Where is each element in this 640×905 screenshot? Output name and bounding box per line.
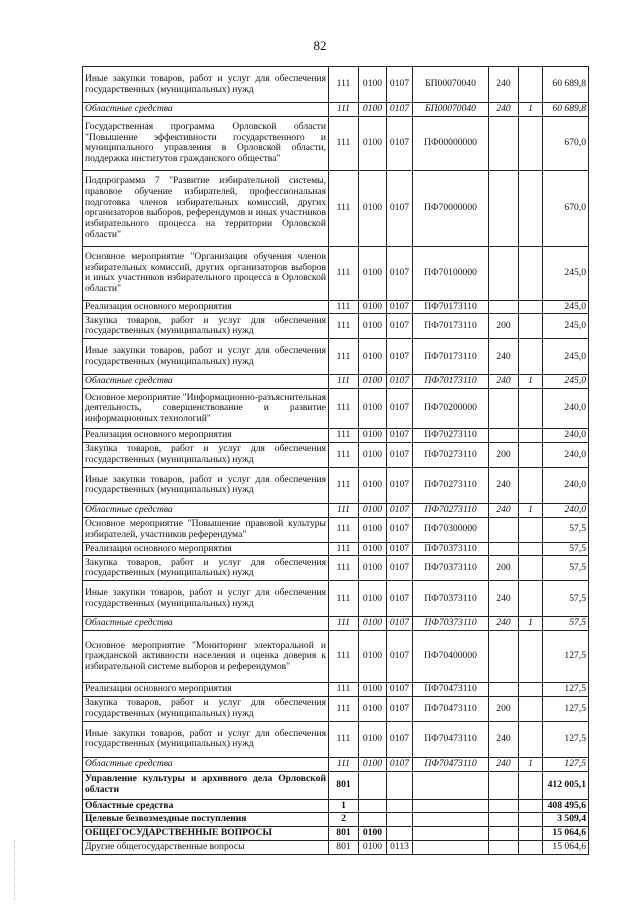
row-expense-type-cell: 240 xyxy=(489,757,519,771)
row-source-cell xyxy=(519,467,543,503)
row-code-cell: 111 xyxy=(329,696,359,721)
row-source-cell xyxy=(519,840,543,854)
table-row xyxy=(83,300,589,314)
row-section-cell: 0100 xyxy=(359,683,387,697)
row-name-cell: Областные средства xyxy=(83,103,329,117)
row-subsection-cell xyxy=(387,799,413,813)
row-expense-type-cell xyxy=(489,542,519,556)
row-subsection-cell: 0107 xyxy=(387,556,413,581)
row-section-cell: 0100 xyxy=(359,339,387,375)
row-section-cell: 0100 xyxy=(359,375,387,389)
row-expense-type-cell: 240 xyxy=(489,375,519,389)
row-section-cell: 0100 xyxy=(359,300,387,314)
row-target-article-cell: ПФ70273110 xyxy=(413,442,489,467)
row-source-cell: 1 xyxy=(519,617,543,631)
row-expense-type-cell: 240 xyxy=(489,503,519,517)
row-section-cell: 0100 xyxy=(359,314,387,339)
row-source-cell xyxy=(519,67,543,103)
row-subsection-cell: 0107 xyxy=(387,314,413,339)
row-target-article-cell: ПФ70400000 xyxy=(413,631,489,683)
row-amount-cell: 240,0 xyxy=(543,503,589,517)
table-row xyxy=(83,103,589,117)
row-name-cell: ОБЩЕГОСУДАРСТВЕННЫЕ ВОПРОСЫ xyxy=(83,827,329,841)
table-row xyxy=(83,442,589,467)
table-row xyxy=(83,67,589,103)
row-section-cell: 0100 xyxy=(359,246,387,300)
row-source-cell xyxy=(519,442,543,467)
row-expense-type-cell xyxy=(489,170,519,246)
row-amount-cell: 245,0 xyxy=(543,375,589,389)
row-source-cell xyxy=(519,170,543,246)
table-row xyxy=(83,246,589,300)
row-target-article-cell: ПФ70173110 xyxy=(413,300,489,314)
row-code-cell: 111 xyxy=(329,170,359,246)
row-expense-type-cell: 240 xyxy=(489,467,519,503)
row-code-cell: 801 xyxy=(329,827,359,841)
row-name-cell: Реализация основного мероприятия xyxy=(83,429,329,443)
row-source-cell xyxy=(519,721,543,757)
table-row xyxy=(83,503,589,517)
row-section-cell: 0100 xyxy=(359,617,387,631)
row-subsection-cell: 0113 xyxy=(387,840,413,854)
row-target-article-cell: ПФ70373110 xyxy=(413,581,489,617)
row-code-cell: 111 xyxy=(329,556,359,581)
row-name-cell: Иные закупки товаров, работ и услуг для обеспечения государственных (муниципальных) нужд xyxy=(83,339,329,375)
table-row xyxy=(83,771,589,799)
table-row xyxy=(83,375,589,389)
row-subsection-cell: 0107 xyxy=(387,683,413,697)
row-amount-cell: 57,5 xyxy=(543,617,589,631)
row-section-cell: 0100 xyxy=(359,581,387,617)
row-section-cell xyxy=(359,799,387,813)
row-code-cell: 801 xyxy=(329,840,359,854)
row-code-cell: 111 xyxy=(329,116,359,170)
row-expense-type-cell: 240 xyxy=(489,581,519,617)
row-name-cell: Иные закупки товаров, работ и услуг для обеспечения государственных (муниципальных) нужд xyxy=(83,467,329,503)
row-amount-cell: 127,5 xyxy=(543,757,589,771)
row-section-cell: 0100 xyxy=(359,503,387,517)
row-name-cell: Реализация основного мероприятия xyxy=(83,300,329,314)
table-row xyxy=(83,339,589,375)
row-target-article-cell: ПФ70473110 xyxy=(413,683,489,697)
row-expense-type-cell xyxy=(489,813,519,827)
row-section-cell: 0100 xyxy=(359,556,387,581)
row-section-cell xyxy=(359,813,387,827)
row-target-article-cell: ПФ70000000 xyxy=(413,170,489,246)
row-source-cell: 1 xyxy=(519,757,543,771)
row-source-cell: 1 xyxy=(519,103,543,117)
row-target-article-cell: ПФ70373110 xyxy=(413,556,489,581)
row-amount-cell: 240,0 xyxy=(543,429,589,443)
row-expense-type-cell: 200 xyxy=(489,556,519,581)
table-row xyxy=(83,429,589,443)
row-subsection-cell: 0107 xyxy=(387,503,413,517)
budget-table-body xyxy=(83,67,589,855)
row-code-cell: 111 xyxy=(329,314,359,339)
row-expense-type-cell xyxy=(489,300,519,314)
row-section-cell: 0100 xyxy=(359,840,387,854)
row-target-article-cell xyxy=(413,771,489,799)
row-target-article-cell: ПФ70200000 xyxy=(413,389,489,429)
row-target-article-cell: ПФ70273110 xyxy=(413,503,489,517)
row-section-cell: 0100 xyxy=(359,442,387,467)
table-row xyxy=(83,116,589,170)
row-code-cell: 111 xyxy=(329,581,359,617)
row-source-cell xyxy=(519,116,543,170)
row-name-cell: Другие общегосударственные вопросы xyxy=(83,840,329,854)
table-row xyxy=(83,840,589,854)
row-subsection-cell: 0107 xyxy=(387,375,413,389)
row-code-cell: 111 xyxy=(329,757,359,771)
row-name-cell: Основное мероприятие "Организация обучения членов избирательных комиссий, других организаторов выборов и иных участников избирательного процесса в Орловской области" xyxy=(83,246,329,300)
table-row xyxy=(83,542,589,556)
row-section-cell: 0100 xyxy=(359,542,387,556)
row-name-cell: Государственная программа Орловской области "Повышение эффективности государственного и муниципального управления в Орловской области, поддержка институтов гражданского общества" xyxy=(83,116,329,170)
row-source-cell xyxy=(519,683,543,697)
table-row xyxy=(83,696,589,721)
row-subsection-cell: 0107 xyxy=(387,696,413,721)
row-code-cell: 801 xyxy=(329,771,359,799)
row-subsection-cell: 0107 xyxy=(387,721,413,757)
table-row xyxy=(83,827,589,841)
row-name-cell: Закупка товаров, работ и услуг для обеспечения государственных (муниципальных) нужд xyxy=(83,556,329,581)
row-name-cell: Областные средства xyxy=(83,375,329,389)
row-name-cell: Основное мероприятие "Повышение правовой культуры избирателей, участников референдума" xyxy=(83,517,329,542)
row-name-cell: Закупка товаров, работ и услуг для обеспечения государственных (муниципальных) нужд xyxy=(83,314,329,339)
row-name-cell: Реализация основного мероприятия xyxy=(83,542,329,556)
row-target-article-cell: ПФ70273110 xyxy=(413,429,489,443)
row-section-cell: 0100 xyxy=(359,116,387,170)
row-expense-type-cell: 240 xyxy=(489,67,519,103)
row-target-article-cell xyxy=(413,827,489,841)
row-subsection-cell: 0107 xyxy=(387,300,413,314)
row-amount-cell: 127,5 xyxy=(543,721,589,757)
row-amount-cell: 60 689,8 xyxy=(543,67,589,103)
row-amount-cell: 57,5 xyxy=(543,517,589,542)
row-subsection-cell: 0107 xyxy=(387,631,413,683)
row-expense-type-cell xyxy=(489,827,519,841)
row-amount-cell: 412 005,1 xyxy=(543,771,589,799)
row-subsection-cell: 0107 xyxy=(387,389,413,429)
row-amount-cell: 240,0 xyxy=(543,467,589,503)
row-subsection-cell: 0107 xyxy=(387,116,413,170)
row-subsection-cell: 0107 xyxy=(387,617,413,631)
row-code-cell: 111 xyxy=(329,517,359,542)
table-row xyxy=(83,467,589,503)
row-amount-cell: 57,5 xyxy=(543,581,589,617)
row-source-cell: 1 xyxy=(519,375,543,389)
row-source-cell xyxy=(519,517,543,542)
row-section-cell: 0100 xyxy=(359,389,387,429)
row-name-cell: Областные средства xyxy=(83,503,329,517)
row-section-cell: 0100 xyxy=(359,721,387,757)
row-expense-type-cell xyxy=(489,683,519,697)
row-expense-type-cell xyxy=(489,116,519,170)
row-expense-type-cell: 240 xyxy=(489,721,519,757)
row-target-article-cell: ПФ70473110 xyxy=(413,721,489,757)
row-amount-cell: 245,0 xyxy=(543,300,589,314)
row-subsection-cell xyxy=(387,771,413,799)
row-code-cell: 111 xyxy=(329,300,359,314)
row-expense-type-cell xyxy=(489,246,519,300)
row-code-cell: 111 xyxy=(329,375,359,389)
page-number: 82 xyxy=(313,38,327,53)
row-target-article-cell: ПФ70173110 xyxy=(413,314,489,339)
row-target-article-cell: ПФ70273110 xyxy=(413,467,489,503)
row-name-cell: Подпрограмма 7 "Развитие избирательной системы, правовое обучение избирателей, профессиональная подготовка членов избирательных комиссий, других организаторов выборов, референдумов и иных участников избирательного процесса на территории Орловской области" xyxy=(83,170,329,246)
row-name-cell: Областные средства xyxy=(83,799,329,813)
row-expense-type-cell xyxy=(489,429,519,443)
row-source-cell xyxy=(519,556,543,581)
row-subsection-cell xyxy=(387,813,413,827)
row-amount-cell: 670,0 xyxy=(543,116,589,170)
row-target-article-cell: ПФ70373110 xyxy=(413,542,489,556)
table-row xyxy=(83,683,589,697)
row-subsection-cell: 0107 xyxy=(387,339,413,375)
row-amount-cell: 57,5 xyxy=(543,542,589,556)
row-subsection-cell: 0107 xyxy=(387,467,413,503)
row-target-article-cell: БП00070040 xyxy=(413,103,489,117)
row-source-cell xyxy=(519,429,543,443)
table-row xyxy=(83,556,589,581)
row-name-cell: Управление культуры и архивного дела Орловской области xyxy=(83,771,329,799)
row-name-cell: Иные закупки товаров, работ и услуг для обеспечения государственных (муниципальных) нужд xyxy=(83,67,329,103)
row-name-cell: Иные закупки товаров, работ и услуг для обеспечения государственных (муниципальных) нужд xyxy=(83,581,329,617)
row-name-cell: Областные средства xyxy=(83,617,329,631)
row-subsection-cell: 0107 xyxy=(387,517,413,542)
row-code-cell: 111 xyxy=(329,429,359,443)
table-row xyxy=(83,170,589,246)
row-section-cell: 0100 xyxy=(359,631,387,683)
scan-margin-marks xyxy=(14,840,19,900)
row-name-cell: Иные закупки товаров, работ и услуг для обеспечения государственных (муниципальных) нужд xyxy=(83,721,329,757)
row-source-cell xyxy=(519,771,543,799)
row-code-cell: 111 xyxy=(329,503,359,517)
table-row xyxy=(83,813,589,827)
table-row xyxy=(83,757,589,771)
row-section-cell: 0100 xyxy=(359,170,387,246)
row-name-cell: Закупка товаров, работ и услуг для обеспечения государственных (муниципальных) нужд xyxy=(83,442,329,467)
row-target-article-cell: ПФ70100000 xyxy=(413,246,489,300)
row-subsection-cell: 0107 xyxy=(387,429,413,443)
row-amount-cell: 245,0 xyxy=(543,314,589,339)
row-expense-type-cell: 200 xyxy=(489,442,519,467)
row-section-cell: 0100 xyxy=(359,67,387,103)
row-amount-cell: 60 689,8 xyxy=(543,103,589,117)
row-amount-cell: 15 064,6 xyxy=(543,840,589,854)
table-row xyxy=(83,721,589,757)
row-expense-type-cell: 240 xyxy=(489,339,519,375)
row-expense-type-cell xyxy=(489,389,519,429)
row-expense-type-cell xyxy=(489,631,519,683)
row-amount-cell: 245,0 xyxy=(543,339,589,375)
row-amount-cell: 127,5 xyxy=(543,683,589,697)
row-target-article-cell: ПФ00000000 xyxy=(413,116,489,170)
row-source-cell xyxy=(519,300,543,314)
row-subsection-cell: 0107 xyxy=(387,442,413,467)
row-source-cell xyxy=(519,696,543,721)
row-subsection-cell: 0107 xyxy=(387,67,413,103)
row-expense-type-cell: 240 xyxy=(489,617,519,631)
row-expense-type-cell xyxy=(489,840,519,854)
row-code-cell: 111 xyxy=(329,542,359,556)
row-expense-type-cell xyxy=(489,771,519,799)
row-expense-type-cell xyxy=(489,799,519,813)
row-name-cell: Реализация основного мероприятия xyxy=(83,683,329,697)
row-amount-cell: 240,0 xyxy=(543,389,589,429)
table-row xyxy=(83,799,589,813)
row-target-article-cell: ПФ70473110 xyxy=(413,696,489,721)
row-target-article-cell xyxy=(413,840,489,854)
row-code-cell: 111 xyxy=(329,103,359,117)
row-section-cell: 0100 xyxy=(359,827,387,841)
row-code-cell: 1 xyxy=(329,799,359,813)
row-amount-cell: 57,5 xyxy=(543,556,589,581)
row-source-cell: 1 xyxy=(519,503,543,517)
row-target-article-cell: ПФ70373110 xyxy=(413,617,489,631)
row-source-cell xyxy=(519,542,543,556)
row-amount-cell: 127,5 xyxy=(543,696,589,721)
row-subsection-cell: 0107 xyxy=(387,581,413,617)
row-target-article-cell: БП00070040 xyxy=(413,67,489,103)
row-name-cell: Закупка товаров, работ и услуг для обеспечения государственных (муниципальных) нужд xyxy=(83,696,329,721)
row-expense-type-cell: 240 xyxy=(489,103,519,117)
row-subsection-cell: 0107 xyxy=(387,170,413,246)
table-row xyxy=(83,389,589,429)
row-section-cell: 0100 xyxy=(359,757,387,771)
row-section-cell: 0100 xyxy=(359,517,387,542)
row-name-cell: Основное мероприятие "Мониторинг электоральной и гражданской активности населения и оценка доверия к избирательной системе выборов и референдумов" xyxy=(83,631,329,683)
row-code-cell: 111 xyxy=(329,389,359,429)
row-subsection-cell xyxy=(387,827,413,841)
row-target-article-cell xyxy=(413,813,489,827)
row-section-cell: 0100 xyxy=(359,429,387,443)
row-code-cell: 111 xyxy=(329,721,359,757)
row-expense-type-cell: 200 xyxy=(489,696,519,721)
row-target-article-cell: ПФ70173110 xyxy=(413,339,489,375)
row-code-cell: 111 xyxy=(329,67,359,103)
row-code-cell: 111 xyxy=(329,683,359,697)
row-code-cell: 111 xyxy=(329,467,359,503)
row-expense-type-cell: 200 xyxy=(489,314,519,339)
row-target-article-cell: ПФ70300000 xyxy=(413,517,489,542)
row-source-cell xyxy=(519,581,543,617)
row-source-cell xyxy=(519,389,543,429)
row-amount-cell: 15 064,6 xyxy=(543,827,589,841)
row-section-cell: 0100 xyxy=(359,467,387,503)
row-source-cell xyxy=(519,813,543,827)
table-row xyxy=(83,314,589,339)
row-source-cell xyxy=(519,631,543,683)
row-amount-cell: 245,0 xyxy=(543,246,589,300)
row-section-cell: 0100 xyxy=(359,103,387,117)
row-target-article-cell: ПФ70473110 xyxy=(413,757,489,771)
row-subsection-cell: 0107 xyxy=(387,246,413,300)
budget-table xyxy=(82,66,589,855)
row-amount-cell: 3 509,4 xyxy=(543,813,589,827)
table-row xyxy=(83,581,589,617)
row-code-cell: 111 xyxy=(329,339,359,375)
row-code-cell: 111 xyxy=(329,617,359,631)
row-source-cell xyxy=(519,314,543,339)
table-row xyxy=(83,631,589,683)
row-target-article-cell: ПФ70173110 xyxy=(413,375,489,389)
row-source-cell xyxy=(519,246,543,300)
row-code-cell: 111 xyxy=(329,631,359,683)
row-amount-cell: 240,0 xyxy=(543,442,589,467)
row-target-article-cell xyxy=(413,799,489,813)
row-amount-cell: 127,5 xyxy=(543,631,589,683)
row-subsection-cell: 0107 xyxy=(387,103,413,117)
table-row xyxy=(83,617,589,631)
row-amount-cell: 408 495,6 xyxy=(543,799,589,813)
row-section-cell: 0100 xyxy=(359,696,387,721)
row-source-cell xyxy=(519,799,543,813)
row-source-cell xyxy=(519,827,543,841)
row-code-cell: 111 xyxy=(329,442,359,467)
row-source-cell xyxy=(519,339,543,375)
row-name-cell: Основное мероприятие "Информационно-разъяснительная деятельность, совершенствование и развитие информационных технологий" xyxy=(83,389,329,429)
row-subsection-cell: 0107 xyxy=(387,757,413,771)
row-expense-type-cell xyxy=(489,517,519,542)
table-row xyxy=(83,517,589,542)
row-subsection-cell: 0107 xyxy=(387,542,413,556)
row-code-cell: 2 xyxy=(329,813,359,827)
row-section-cell xyxy=(359,771,387,799)
row-amount-cell: 670,0 xyxy=(543,170,589,246)
row-name-cell: Областные средства xyxy=(83,757,329,771)
row-code-cell: 111 xyxy=(329,246,359,300)
row-name-cell: Целевые безвозмездные поступления xyxy=(83,813,329,827)
